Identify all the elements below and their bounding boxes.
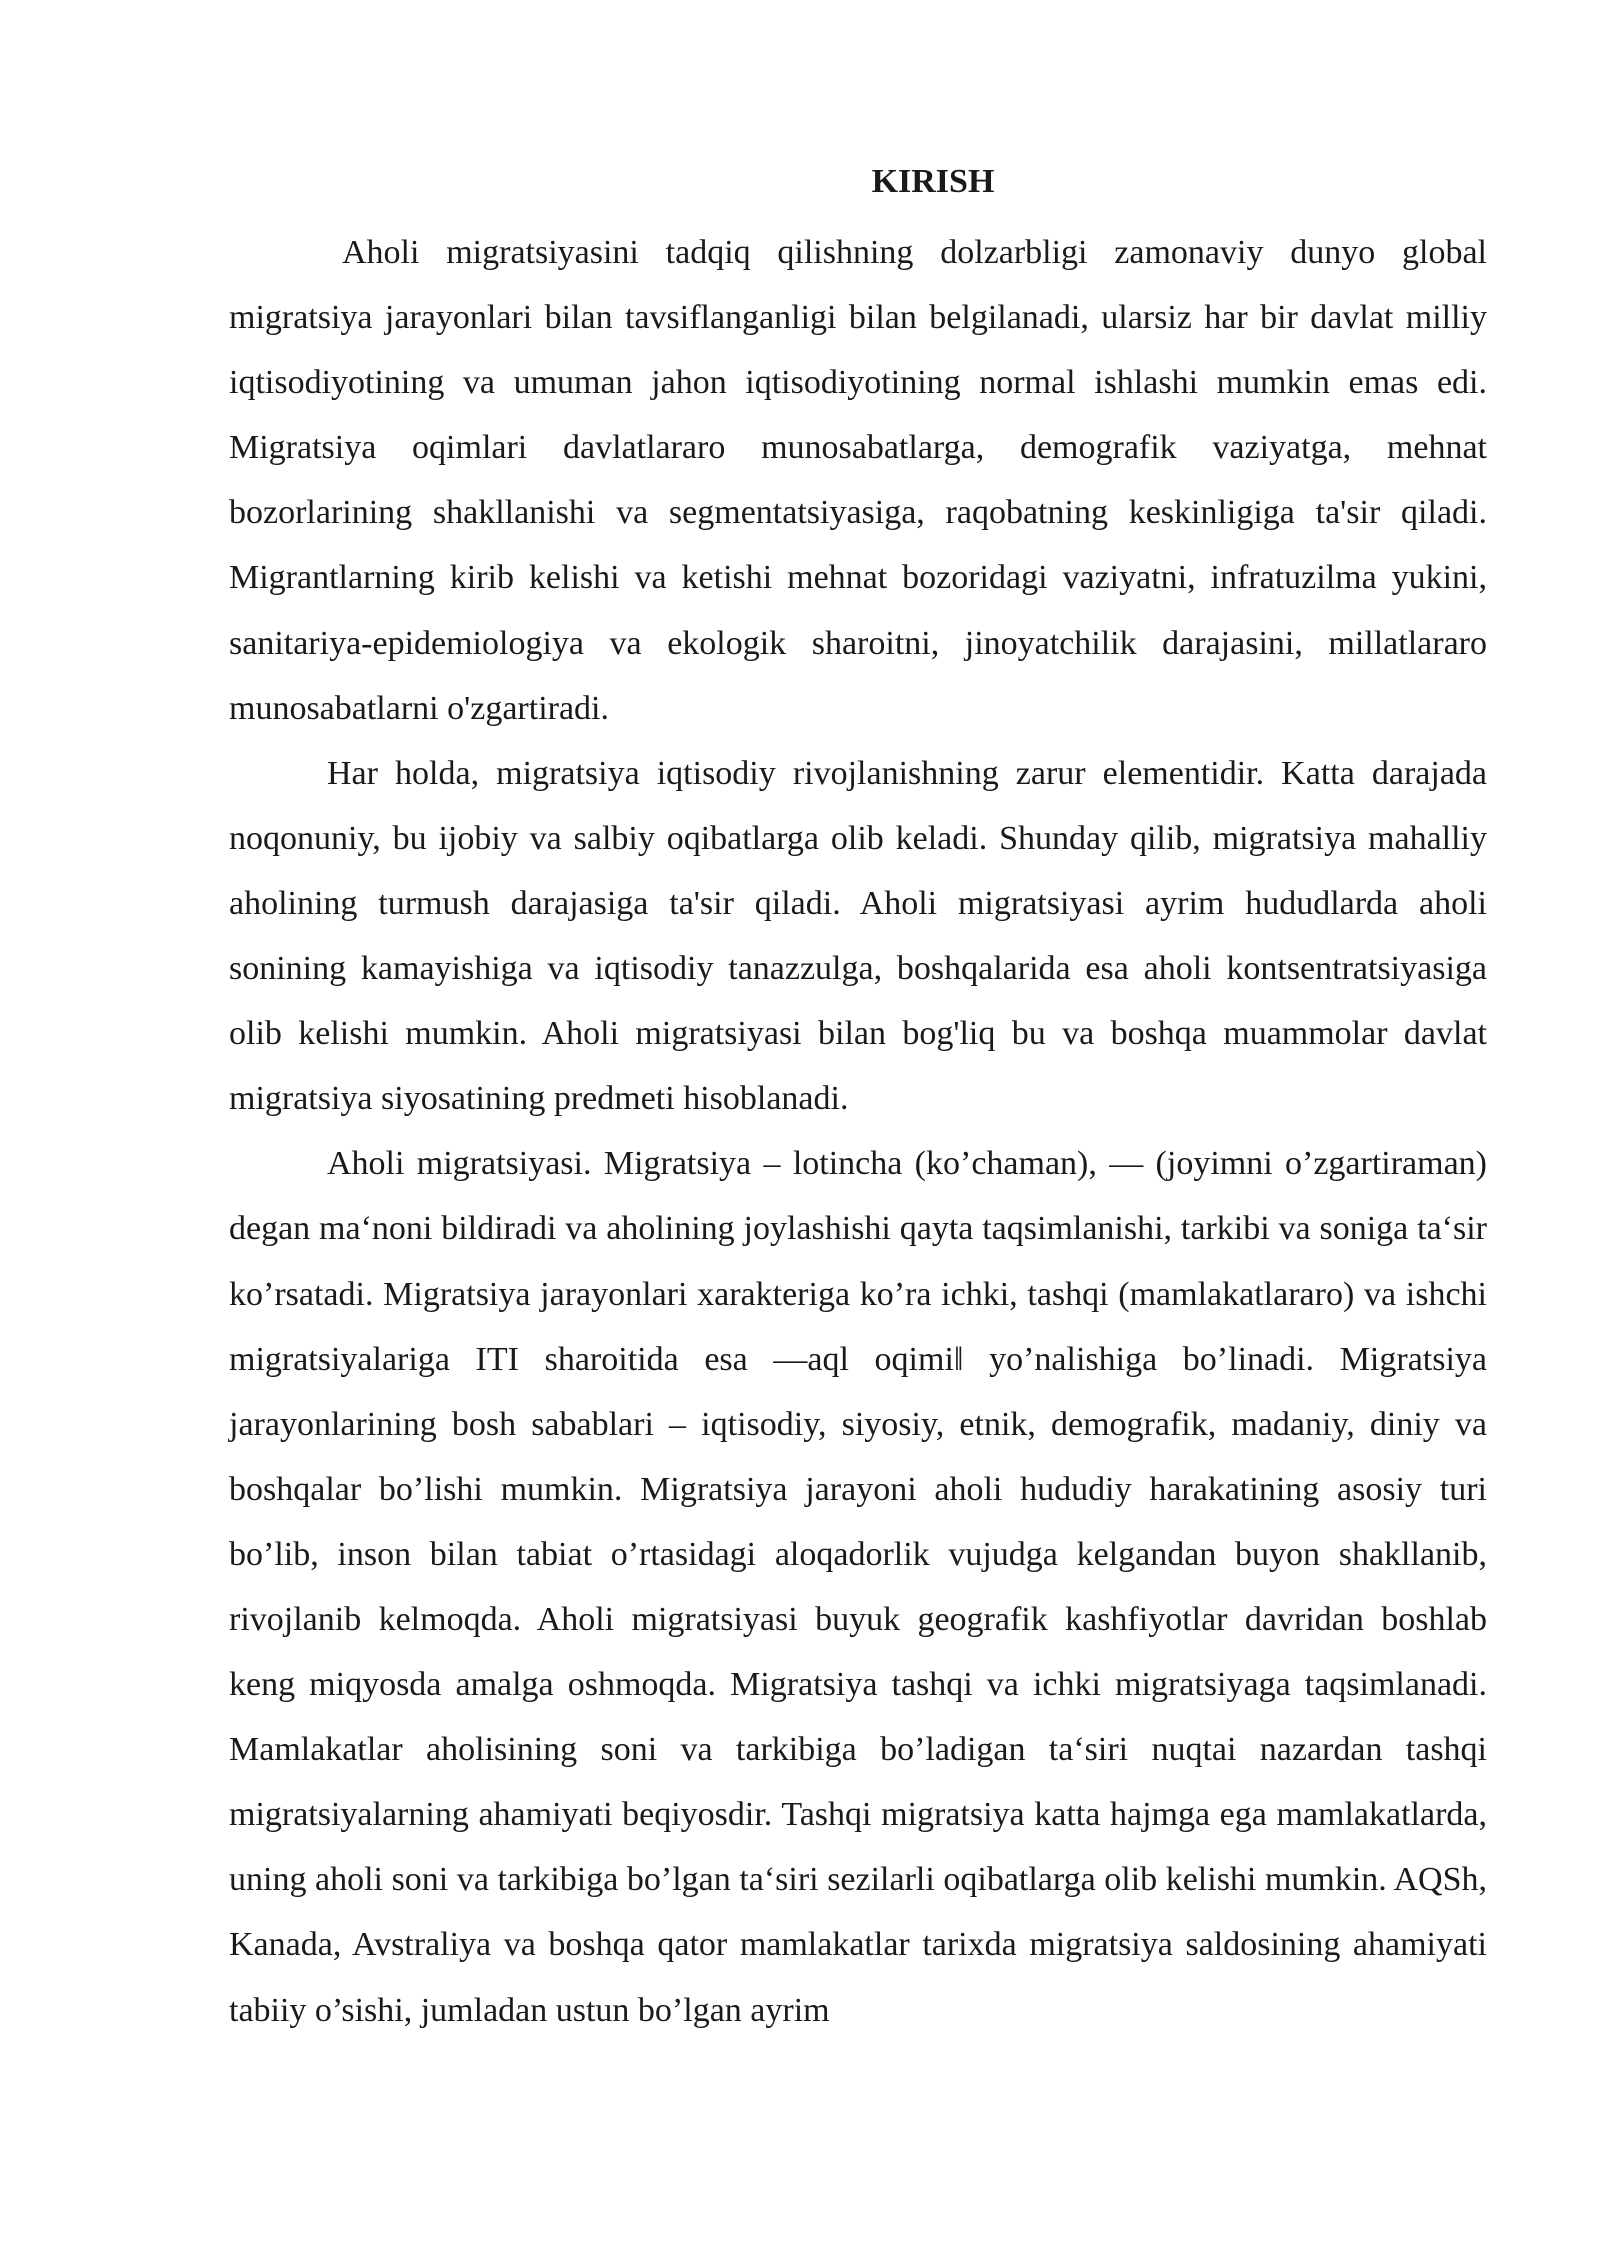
paragraph-intro: Aholi migratsiyasini tadqiq qilishning dolzarbligi zamonaviy dunyo global migratsiya jarayonlari bilan tavsiflanganligi bilan belgilanadi, ularsiz har bir davlat milliy iqtisodiyotining va umuman jahon iqtisodiyotining normal ishlashi mumkin emas edi. Migratsiya oqimlari davlatlararo munosabatlarga, demografik vaziyatga, mehnat bozorlarining shakllanishi va segmentatsiyasiga, raqobatning keskinligiga ta'sir qiladi. Migrantlarning kirib kelishi va ketishi mehnat bozoridagi vaziyatni, infratuzilma yukini, sanitariya-epidemiologiya va ekologik sharoitni, jinoyatchilik darajasini, millatlararo munosabatlarni o'zgartiradi. <box>229 234 1487 727</box>
paragraph-population-migration: Aholi migratsiyasi. Migratsiya – lotincha (ko’chaman), — (joyimni o’zgartiraman) degan ma‘noni bildiradi va aholining joylashishi qayta taqsimlanishi, tarkibi va soniga ta‘sir ko’rsatadi. Migratsiya jarayonlari xarakteriga ko’ra ichki, tashqi (mamlakatlararo) va ishchi migratsiyalariga ITI sharoitida esa —aql oqimi‖ yo’nalishiga bo’linadi. Migratsiya jarayonlarining bosh sabablari – iqtisodiy, siyosiy, etnik, demografik, madaniy, diniy va boshqalar bo’lishi mumkin. Migratsiya jarayoni aholi hududiy harakatining asosiy turi bo’lib, inson bilan tabiat o’rtasidagi aloqadorlik vujudga kelgandan buyon shakllanib, rivojlanib kelmoqda. Aholi migratsiyasi buyuk geografik kashfiyotlar davridan boshlab keng miqyosda amalga oshmoqda. Migratsiya tashqi va ichki migratsiyaga taqsimlanadi. Mamlakatlar aholisining soni va tarkibiga bo’ladigan ta‘siri nuqtai nazardan tashqi migratsiyalarning ahamiyati beqiyosdir. Tashqi migratsiya katta hajmga ega mamlakatlarda, uning aholi soni va tarkibiga bo’lgan ta‘siri sezilarli oqibatlarga olib kelishi mumkin. AQSh, Kanada, Avstraliya va boshqa qator mamlakatlar tarixda migratsiya saldosining ahamiyati tabiiy o’sishi, jumladan ustun bo’lgan ayrim <box>229 1145 1487 2029</box>
page-title: KIRISH <box>871 163 995 200</box>
document-body <box>229 155 1487 2043</box>
paragraph-economic-development: Har holda, migratsiya iqtisodiy rivojlanishning zarur elementidir. Katta darajada noqonuniy, bu ijobiy va salbiy oqibatlarga olib keladi. Shunday qilib, migratsiya mahalliy aholining turmush darajasiga ta'sir qiladi. Aholi migratsiyasi ayrim hududlarda aholi sonining kamayishiga va iqtisodiy tanazzulga, boshqalarida esa aholi kontsentratsiyasiga olib kelishi mumkin. Aholi migratsiyasi bilan bog'liq bu va boshqa muammolar davlat migratsiya siyosatining predmeti hisoblanadi. <box>229 754 1487 1118</box>
